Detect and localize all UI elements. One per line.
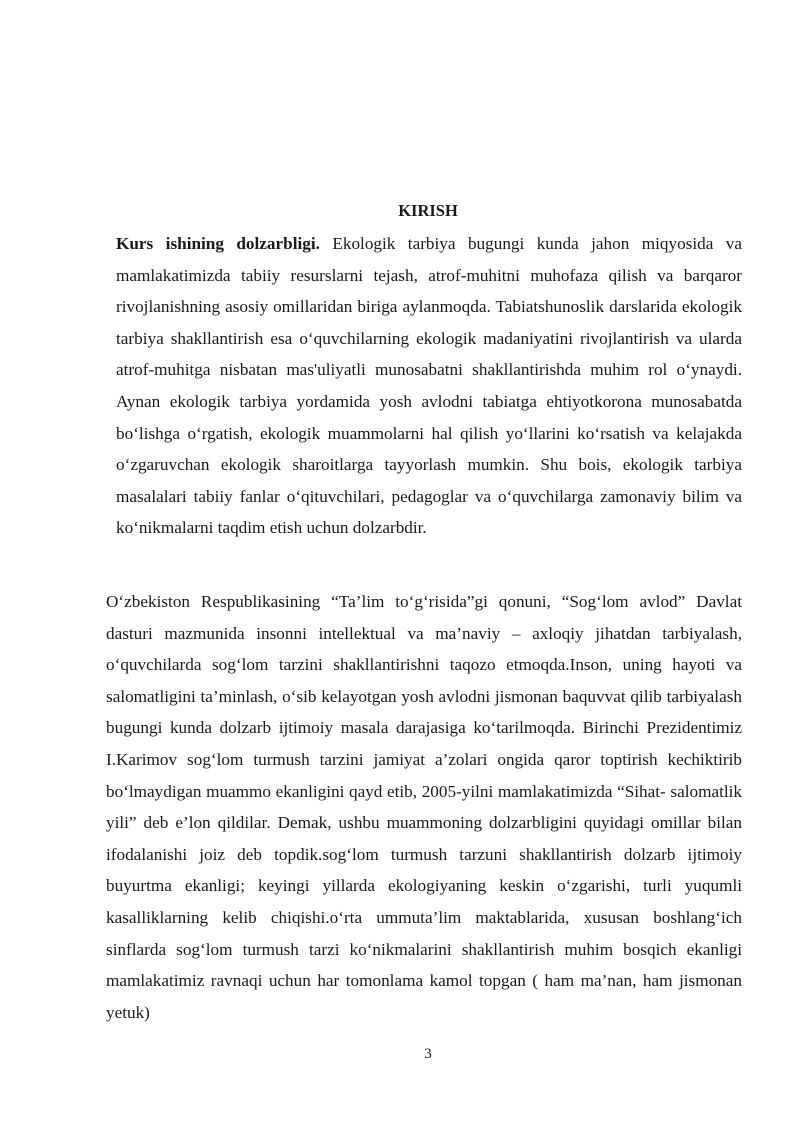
paragraph-relevance bbox=[116, 228, 742, 544]
section-heading bbox=[0, 201, 800, 221]
heading-text: KIRISH bbox=[398, 201, 458, 220]
paragraph-law: O‘zbekiston Respublikasining “Ta’lim to‘g‘risida”gi qonuni, “Sog‘lom avlod” Davlat dasturi mazmunida insonni intellektual va ma’naviy – axloqiy jihatdan tarbiyalash, o‘quvchilarda sog‘lom tarzini shakllantirishni taqozo etmoqda.Inson, uning hayoti va salomatligini ta’minlash, o‘sib kelayotgan yosh avlodni jismonan baquvvat qilib tarbiyalash bugungi kunda dolzarb ijtimoiy masala darajasiga ko‘tarilmoqda. Birinchi Prezidentimiz I.Karimov sog‘lom turmush tarzini jamiyat a’zolari ongida qaror toptirish kechiktirib bo‘lmaydigan muammo ekanligini qayd etib, 2005-yilni mamlakatimizda “Sihat- salomatlik yili” deb e’lon qildilar. Demak, ushbu muammoning dolzarbligini quyidagi omillar bilan ifodalanishi joiz deb topdik.sog‘lom turmush tarzuni shakllantirish dolzarb ijtimoiy buyurtma ekanligi; keyingi yillarda ekologiyaning keskin o‘zgarishi, turli yuqumli kasalliklarning kelib chiqishi.o‘rta ummuta’lim maktablarida, xususan boshlang‘ich sinflarda sog‘lom turmush tarzi ko‘nikmalarini shakllantirish muhim bosqich ekanligi mamlakatimiz ravnaqi uchun har tomonlama kamol topgan ( ham ma’nan, ham jismonan yetuk) bbox=[106, 592, 742, 1022]
page-number: 3 bbox=[424, 1046, 432, 1062]
paragraph-body: Ekologik tarbiya bugungi kunda jahon miqyosida va mamlakatimizda tabiiy resurslarni tejash, atrof-muhitni muhofaza qilish va barqaror rivojlanishning asosiy omillaridan biriga aylanmoqda. Tabiatshunoslik darslarida ekologik tarbiya shakllantirish esa o‘quvchilarning ekologik madaniyatini rivojlantirish va ularda atrof-muhitga nisbatan mas'uliyatli munosabatni shakllantirishda muhim rol o‘ynaydi. Aynan ekologik tarbiya yordamida yosh avlodni tabiatga ehtiyotkorona munosabatda bo‘lishga o‘rgatish, ekologik muammolarni hal qilish yo‘llarini ko‘rsatish va kelajakda o‘zgaruvchan ekologik sharoitlarga tayyorlash mumkin. Shu bois, ekologik tarbiya masalalari tabiiy fanlar o‘qituvchilari, pedagoglar va o‘quvchilarga zamonaviy bilim va ko‘nikmalarni taqdim etish uchun dolzarbdir. bbox=[116, 234, 742, 538]
paragraph-lead: Kurs ishining dolzarbligi. bbox=[116, 234, 320, 253]
